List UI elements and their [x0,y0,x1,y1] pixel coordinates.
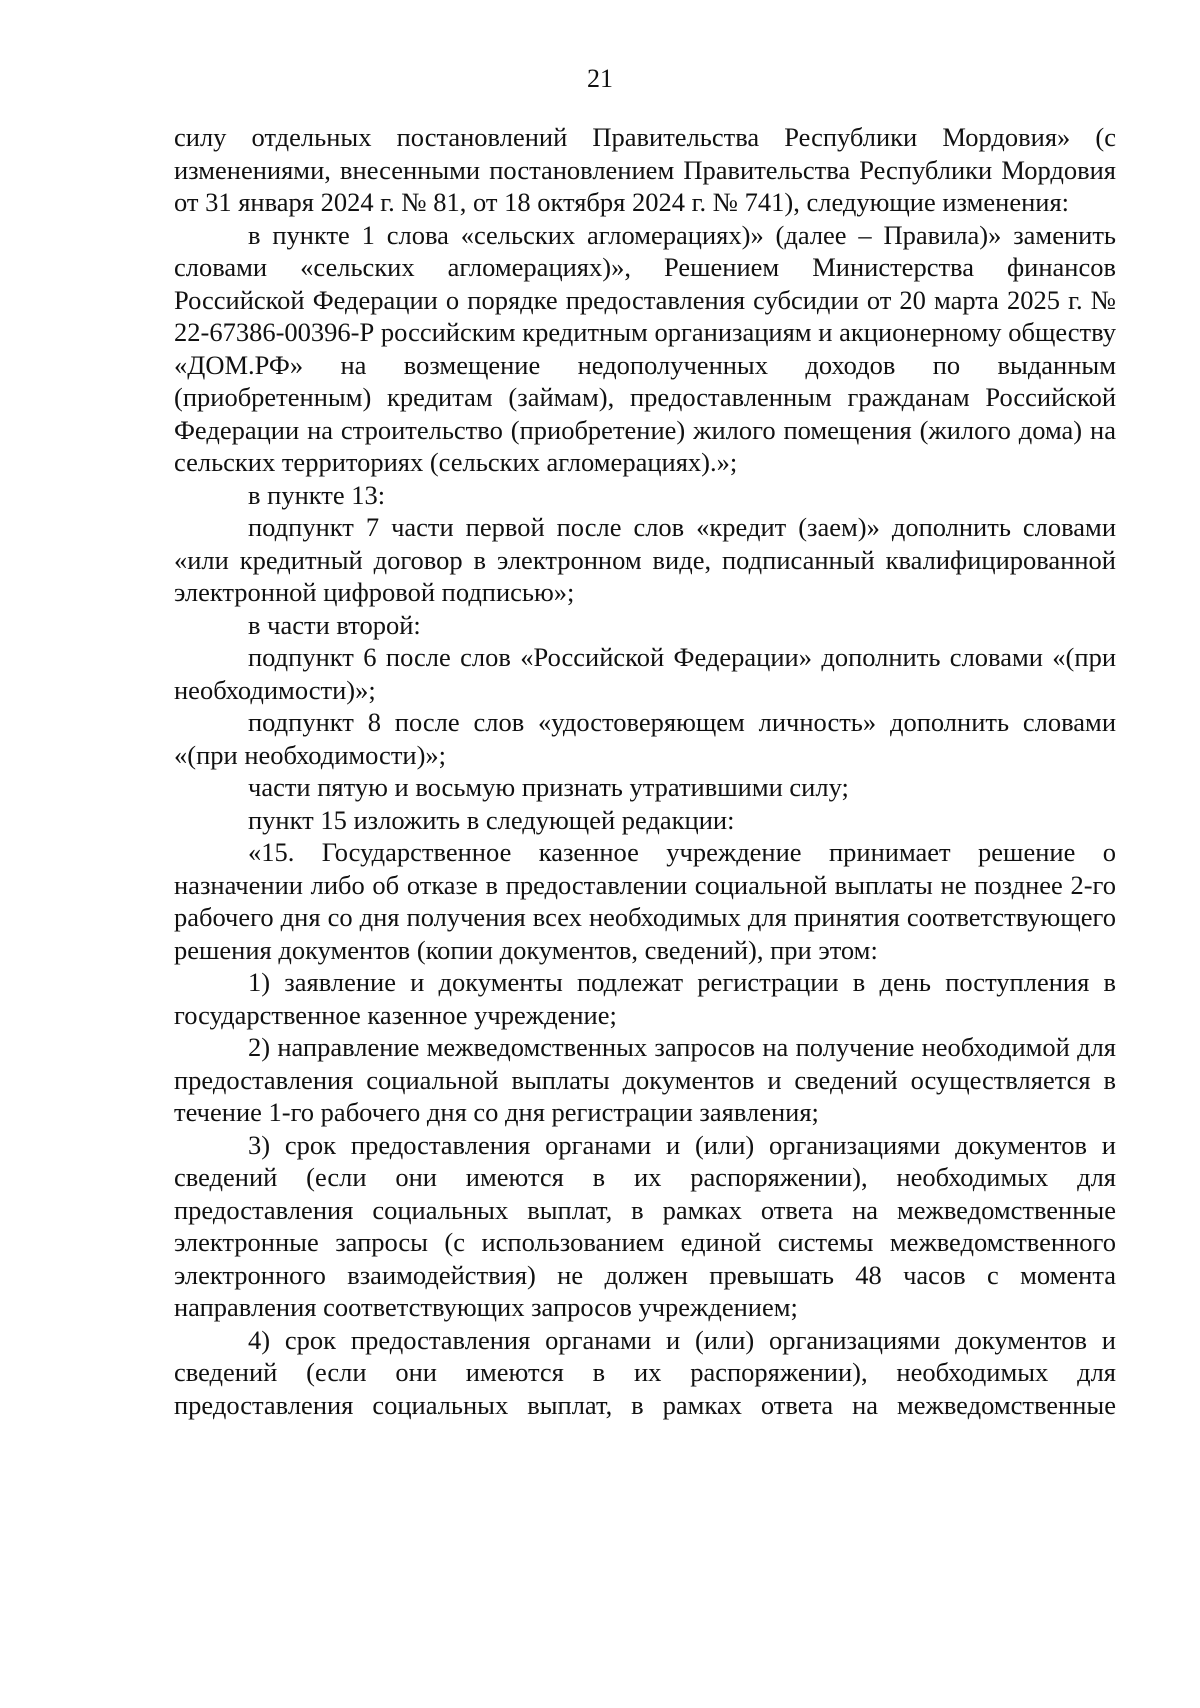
paragraph: «15. Государственное казенное учреждение принимает решение о назначении либо об отказе в предоставлении социальной выплаты не позднее 2-го рабочего дня со дня получения всех необходимых для принятия соответствующего решения документов (копии документов, сведений), при этом: [174,837,1116,965]
paragraph: подпункт 7 части первой после слов «кредит (заем)» дополнить словами «или кредитный договор в электронном виде, подписанный квалифицированной электронной цифровой подписью»; [174,512,1116,607]
paragraph: 2) направление межведомственных запросов на получение необходимой для предоставления социальной выплаты документов и сведений осуществляется в течение 1-го рабочего дня со дня регистрации заявления; [174,1032,1116,1127]
document-body [174,121,1116,1421]
paragraph: 4) срок предоставления органами и (или) организациями документов и сведений (если они имеются в их распоряжении), необходимых для предоставления социальных выплат, в рамках ответа на межведомственные [174,1324,1116,1420]
paragraph: подпункт 6 после слов «Российской Федерации» дополнить словами «(при необходимости)»; [174,642,1116,705]
paragraph: пункт 15 изложить в следующей редакции: [248,804,735,835]
paragraph: 3) срок предоставления органами и (или) организациями документов и сведений (если они имеются в их распоряжении), необходимых для предоставления социальных выплат, в рамках ответа на межведомственные электронные запросы (с использованием единой системы межведомственного электронного взаимодействия) не должен превышать 48 часов с момента направления соответствующих запросов учреждением; [174,1129,1116,1322]
paragraph: в пункте 13: [248,479,386,510]
paragraph: в пункте 1 слова «сельских агломерациях)» (далее – Правила)» заменить словами «сельских агломерациях)», Решением Министерства финансов Российской Федерации о порядке предоставления субсидии от 20 марта 2025 г. № 22-67386-00396-Р российским кредитным организациям и акционерному обществу «ДОМ.РФ» на возмещение недополученных доходов по выданным (приобретенным) кредитам (займам), предоставленным гражданам Российской Федерации на строительство (приобретение) жилого помещения (жилого дома) на сельских территориях (сельских агломерациях).»; [174,219,1116,477]
paragraph: подпункт 8 после слов «удостоверяющем личность» дополнить словами «(при необходимости)»; [174,707,1116,770]
paragraph: силу отдельных постановлений Правительства Республики Мордовия» (с изменениями, внесенными постановлением Правительства Республики Мордовия от 31 января 2024 г. № 81, от 18 октября 2024 г. № 741), следующие изменения: [174,122,1116,217]
page-number: 21 [587,64,613,93]
paragraph: части пятую и восьмую признать утратившими силу; [248,772,849,802]
paragraph: 1) заявление и документы подлежат регистрации в день поступления в государственное казенное учреждение; [174,967,1116,1030]
paragraph: в части второй: [248,609,421,640]
